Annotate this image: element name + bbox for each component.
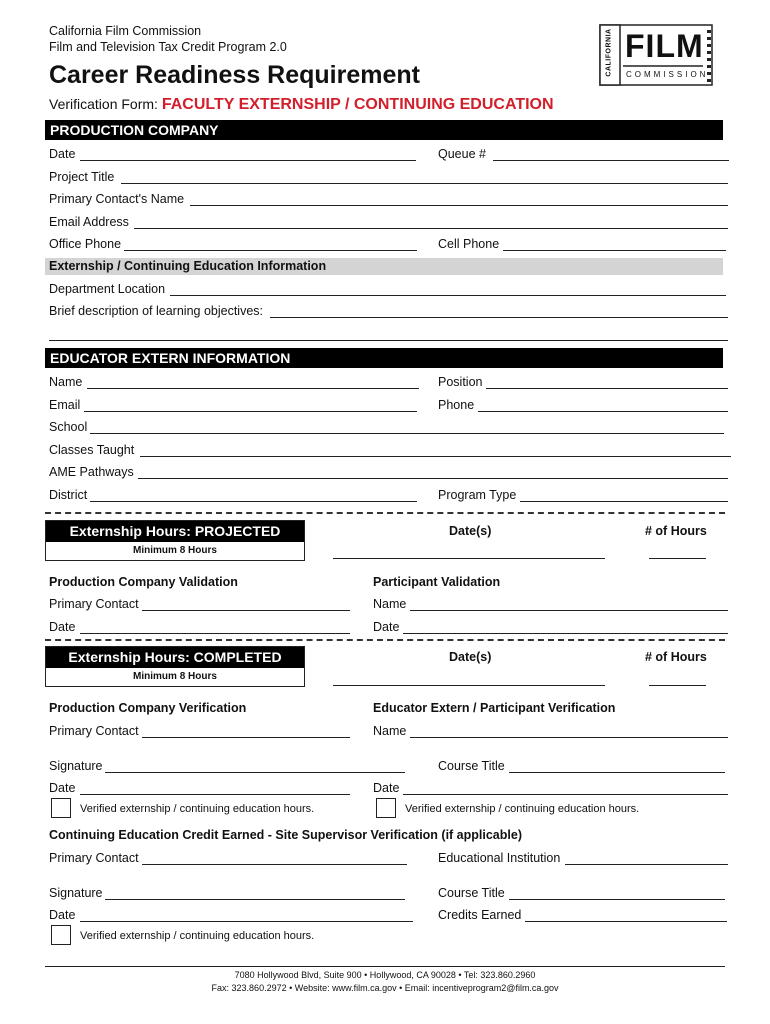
- projected-name-label: Name: [373, 597, 407, 611]
- school-field[interactable]: [90, 433, 724, 434]
- logo-sub: COMMISSION: [626, 70, 709, 79]
- ce-date-field[interactable]: [80, 921, 413, 922]
- learning-objectives-field[interactable]: [270, 317, 728, 318]
- classes-taught-label: Classes Taught: [49, 443, 135, 457]
- department-location-label: Department Location: [49, 282, 166, 296]
- ce-verified-checkbox[interactable]: [51, 925, 71, 945]
- program-type-label: Program Type: [438, 488, 517, 502]
- externship-info-heading: Externship / Continuing Education Information: [45, 258, 723, 275]
- office-phone-label: Office Phone: [49, 237, 122, 251]
- ce-institution-label: Educational Institution: [438, 851, 561, 865]
- production-verification-title: Production Company Verification: [49, 701, 247, 715]
- date-label: Date: [49, 147, 76, 161]
- production-validation-title: Production Company Validation: [49, 575, 238, 589]
- queue-label: Queue #: [438, 147, 486, 161]
- projected-name-field[interactable]: [410, 610, 728, 611]
- email-address-field[interactable]: [134, 228, 728, 229]
- position-field[interactable]: [486, 388, 728, 389]
- projected-dates-field[interactable]: [333, 558, 605, 559]
- participant-verification-title: Educator Extern / Participant Verification: [373, 701, 616, 715]
- ce-course-title-field[interactable]: [509, 899, 725, 900]
- section-educator-extern: EDUCATOR EXTERN INFORMATION: [45, 348, 723, 368]
- ce-credits-field[interactable]: [525, 921, 727, 922]
- cell-phone-label: Cell Phone: [438, 237, 500, 251]
- project-title-label: Project Title: [49, 170, 115, 184]
- primary-contact-name-label: Primary Contact's Name: [49, 192, 185, 206]
- ame-pathways-label: AME Pathways: [49, 465, 134, 479]
- phone-field[interactable]: [478, 411, 728, 412]
- name-label: Name: [49, 375, 83, 389]
- completed-date-right-label: Date: [373, 781, 400, 795]
- district-field[interactable]: [90, 501, 417, 502]
- completed-name-field[interactable]: [410, 737, 728, 738]
- completed-hours-field[interactable]: [649, 685, 706, 686]
- completed-dates-field[interactable]: [333, 685, 605, 686]
- verified-left-label: Verified externship / continuing education hours.: [80, 803, 315, 815]
- completed-dates-label: Date(s): [449, 650, 492, 664]
- position-label: Position: [438, 375, 483, 389]
- ce-credits-label: Credits Earned: [438, 908, 522, 922]
- learning-objectives-field-2[interactable]: [49, 340, 728, 341]
- form-type: FACULTY EXTERNSHIP / CONTINUING EDUCATION: [161, 96, 554, 113]
- form-prefix: Verification Form:: [49, 96, 158, 112]
- completed-course-title-field[interactable]: [509, 772, 725, 773]
- projected-dates-label: Date(s): [449, 524, 492, 538]
- date-field[interactable]: [80, 160, 416, 161]
- projected-hours-label: # of Hours: [645, 524, 707, 538]
- section-production-company: PRODUCTION COMPANY: [45, 120, 723, 140]
- completed-course-title-label: Course Title: [438, 759, 505, 773]
- projected-primary-contact-label: Primary Contact: [49, 597, 139, 611]
- name-field[interactable]: [87, 388, 419, 389]
- film-commission-logo: [597, 22, 715, 88]
- completed-name-label: Name: [373, 724, 407, 738]
- ce-signature-label: Signature: [49, 886, 103, 900]
- ce-course-title-label: Course Title: [438, 886, 505, 900]
- ce-signature-field[interactable]: [105, 899, 405, 900]
- participant-validation-title: Participant Validation: [373, 575, 501, 589]
- logo-state: CALIFORNIA: [605, 28, 613, 77]
- cell-phone-field[interactable]: [503, 250, 726, 251]
- projected-minimum: Minimum 8 Hours: [133, 545, 217, 556]
- verified-left-checkbox[interactable]: [51, 798, 71, 818]
- department-location-field[interactable]: [170, 295, 726, 296]
- completed-signature-label: Signature: [49, 759, 103, 773]
- page-title: Career Readiness Requirement: [49, 61, 420, 89]
- form-label: [49, 96, 554, 113]
- office-phone-field[interactable]: [124, 250, 417, 251]
- primary-contact-name-field[interactable]: [190, 205, 728, 206]
- projected-date-left-label: Date: [49, 620, 76, 634]
- district-label: District: [49, 488, 88, 502]
- ce-primary-contact-field[interactable]: [142, 864, 407, 865]
- email-address-label: Email Address: [49, 215, 129, 229]
- completed-hours-box: [45, 646, 305, 687]
- projected-hours-field[interactable]: [649, 558, 706, 559]
- completed-primary-contact-label: Primary Contact: [49, 724, 139, 738]
- completed-date-left-field[interactable]: [80, 794, 350, 795]
- completed-hours-label: # of Hours: [645, 650, 707, 664]
- ce-primary-contact-label: Primary Contact: [49, 851, 139, 865]
- completed-hours-heading: Externship Hours: COMPLETED: [46, 647, 304, 668]
- footer-rule: [45, 966, 725, 967]
- learning-objectives-label: Brief description of learning objectives:: [49, 304, 264, 318]
- program-type-field[interactable]: [520, 501, 728, 502]
- footer-contact: Fax: 323.860.2972 • Website: www.film.ca.gov • Email: incentiveprogram2@film.ca.gov: [211, 983, 559, 993]
- verified-right-label: Verified externship / continuing education hours.: [405, 803, 640, 815]
- verified-right-checkbox[interactable]: [376, 798, 396, 818]
- completed-minimum: Minimum 8 Hours: [133, 671, 217, 682]
- phone-label: Phone: [438, 398, 475, 412]
- completed-primary-contact-field[interactable]: [142, 737, 350, 738]
- continuing-ed-heading: Continuing Education Credit Earned - Site Supervisor Verification (if applicable): [49, 828, 522, 842]
- program-name: Film and Television Tax Credit Program 2.0: [49, 40, 287, 54]
- projected-hours-heading: Externship Hours: PROJECTED: [46, 521, 304, 542]
- org-name: California Film Commission: [49, 24, 202, 38]
- completed-signature-field[interactable]: [105, 772, 405, 773]
- completed-date-right-field[interactable]: [403, 794, 728, 795]
- project-title-field[interactable]: [121, 183, 728, 184]
- ce-verified-label: Verified externship / continuing education hours.: [80, 930, 315, 942]
- projected-date-right-field[interactable]: [403, 633, 728, 634]
- projected-primary-contact-field[interactable]: [142, 610, 350, 611]
- projected-hours-box: [45, 520, 305, 561]
- email-label: Email: [49, 398, 81, 412]
- email-field[interactable]: [84, 411, 417, 412]
- classes-taught-field[interactable]: [140, 456, 731, 457]
- school-label: School: [49, 420, 88, 434]
- projected-date-left-field[interactable]: [80, 633, 350, 634]
- ce-date-label: Date: [49, 908, 76, 922]
- ce-institution-field[interactable]: [565, 864, 728, 865]
- section-divider: [45, 512, 725, 514]
- section-divider: [45, 639, 725, 641]
- queue-field[interactable]: [493, 160, 729, 161]
- logo-word: FILM: [625, 28, 704, 64]
- projected-date-right-label: Date: [373, 620, 400, 634]
- footer-address: 7080 Hollywood Blvd, Suite 900 • Hollywood, CA 90028 • Tel: 323.860.2960: [234, 970, 536, 980]
- ame-pathways-field[interactable]: [138, 478, 728, 479]
- completed-date-left-label: Date: [49, 781, 76, 795]
